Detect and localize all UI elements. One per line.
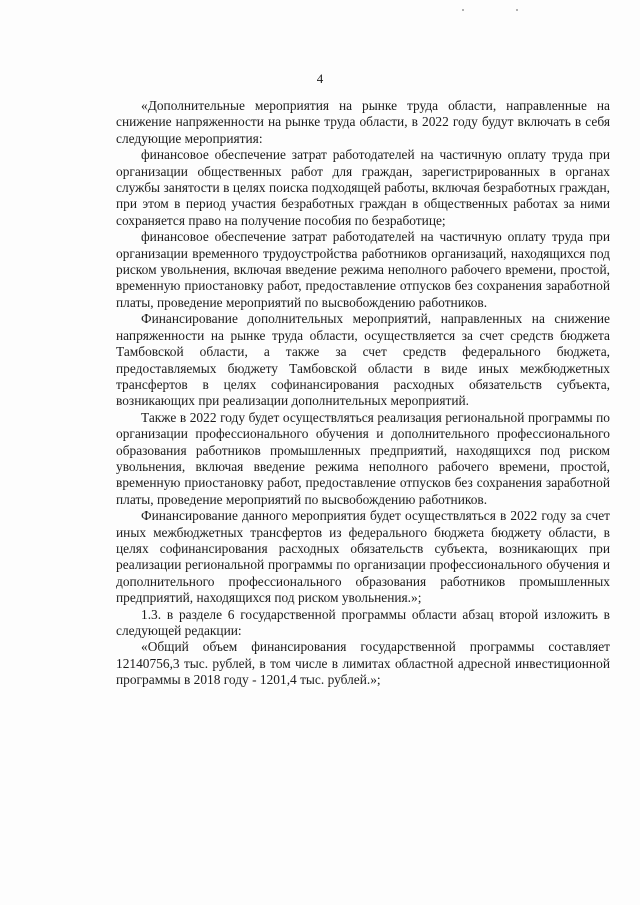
- paragraph: финансовое обеспечение затрат работодателей на частичную оплату труда при организации временного трудоустройства работников организаций, находящихся под риском увольнения, включая введение режима неполного рабочего времени, простой, временную приостановку работ, предоставление отпусков без сохранения заработной платы, проведение мероприятий по высвобождению работников.: [116, 229, 610, 310]
- body-text: [116, 98, 610, 689]
- scan-speck: [516, 9, 518, 11]
- paragraph: Также в 2022 году будет осуществляться реализация региональной программы по организации профессионального обучения и дополнительного профессионального образования работников промышленных предприятий, находящихся под риском увольнения, включая введение режима неполного рабочего времени, простой, временную приостановку работ, предоставление отпусков без сохранения заработной платы, проведение мероприятий по высвобождению работников.: [116, 409, 610, 507]
- paragraph: Финансирование дополнительных мероприятий, направленных на снижение напряженности на рынке труда области, осуществляется за счет средств бюджета Тамбовской области, а также за счет средств федерального бюджета, предоставляемых бюджету Тамбовской области в виде иных межбюджетных трансфертов в целях софинансирования расходных обязательств субъекта, возникающих при реализации дополнительных мероприятий.: [116, 311, 610, 409]
- page-number: 4: [316, 71, 324, 86]
- paragraph: Финансирование данного мероприятия будет осуществляться в 2022 году за счет иных межбюджетных трансфертов из федерального бюджета бюджету области, в целях софинансирования расходных обязательств субъекта, возникающих при реализации региональной программы по организации профессионального обучения и дополнительного профессионального образования работников промышленных предприятий, находящихся под риском увольнения.»;: [116, 508, 610, 606]
- paragraph: «Общий объем финансирования государственной программы составляет 12140756,3 тыс. рублей, в том числе в лимитах областной адресной инвестиционной программы в 2018 году - 1201,4 тыс. рублей.»;: [116, 639, 610, 688]
- scan-speck: [462, 9, 464, 11]
- paragraph: «Дополнительные мероприятия на рынке труда области, направленные на снижение напряженности на рынке труда области, в 2022 году будут включать в себя следующие мероприятия:: [116, 98, 610, 146]
- paragraph: 1.3. в разделе 6 государственной программы области абзац второй изложить в следующей редакции:: [116, 606, 610, 638]
- paragraph: финансовое обеспечение затрат работодателей на частичную оплату труда при организации общественных работ для граждан, зарегистрированных в органах службы занятости в целях поиска подходящей работы, включая безработных граждан, при этом в период участия безработных граждан в общественных работах за ними сохраняется право на получение пособия по безработице;: [116, 147, 610, 228]
